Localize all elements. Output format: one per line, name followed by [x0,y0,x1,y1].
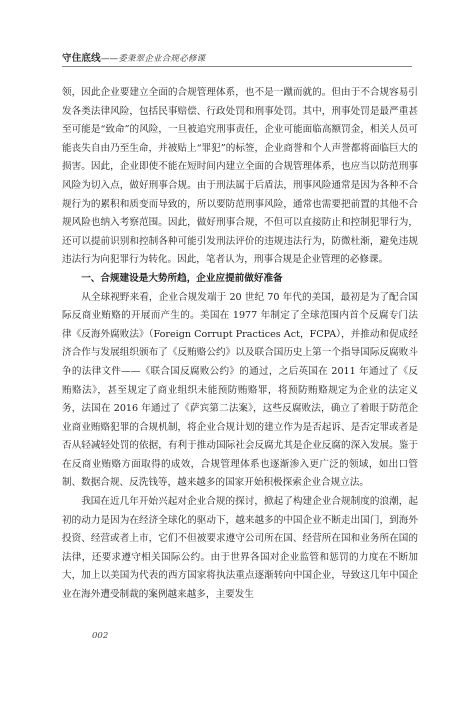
header-rule [62,66,412,67]
section-heading: 一、合规建设是大势所趋，企业应提前做好准备 [81,272,283,284]
book-subtitle: ——委秉翠企业合规必修课 [100,54,206,64]
book-title: 守住底线 [62,53,101,64]
body-text [62,84,418,605]
running-header [62,50,205,64]
paragraph: 领，因此企业要建立全面的合规管理体系，也不是一蹴而就的。但由于不合规容易引发各类法律风险，包括民事赔偿、行政处罚和刑事处罚。其中，刑事处罚是最严重甚至可能是“致命”的风险，一旦被追究刑事责任，企业可能面临高额罚金，相关人员可能丧失自由乃至生命，并被贴上“罪犯”的标签，企业商誉和个人声誉都将面临巨大的损害。因此，企业即使不能在短时间内建立全面的合规管理体系，也应当以防范刑事风险为切入点，做好刑事合规。由于刑法属于后盾法，刑事风险通常是因为各种不合规行为的累积和质变而导致的，所以要防范刑事风险，通常也需要把前置的其他不合规风险也纳入考察范围。因此，做好刑事合规，不但可以直接防止和控制犯罪行为，还可以提前识别和控制各种可能引发刑法评价的违规违法行为，防微杜渐，避免违规违法行为向犯罪行为转化。因此，笔者认为，刑事合规是企业管理的必修课。 [62,87,418,266]
paragraph: 从全球视野来看，企业合规发端于 20 世纪 70 年代的美国，最初是为了配合国际反商业贿赂的开展而产生的。美国在 1977 年制定了全球范围内首个反腐专门法律《反海外腐败法》（Foreign Corrupt Practices Act，FCPA），并推动和促成经济合作与发展组织颁布了《反贿赂公约》以及联合国历史上第一个指导国际反腐败斗争的法律文件——《联合国反腐败公约》的通过，之后英国在 2011 年通过了《反贿赂法》，甚至规定了商业组织未能预防贿赂罪，将预防贿赂规定为企业的法定义务，法国在 2016 年通过了《萨宾第二法案》，这些反腐败法，确立了着眼于防范企业商业贿赂犯罪的合规机制，将企业合规计划的建立作为是否起诉、是否定罪或者是否从轻减轻处罚的依据，有利于推动国际社会反腐尤其是企业反腐的深入发展。鉴于在反商业贿赂方面取得的成效，合规管理体系也逐渐渗入更广泛的领域，如出口管制、数据合规、反洗钱等，越来越多的国家开始积极探索企业合规立法。 [62,291,418,489]
paragraph: 我国在近几年开始兴起对企业合规的探讨，掀起了构建企业合规制度的浪潮，起初的动力是因为在经济全球化的驱动下，越来越多的中国企业不断走出国门，到海外投资、经营或者上市，它们不但被要求遵守公司所在国、经营所在国和业务所在国的法律，还要求遵守相关国际公约。由于世界各国对企业监管和惩罚的力度在不断加大，加上以美国为代表的西方国家将执法重点逐渐转向中国企业，导致这几年中国企业在海外遭受制裁的案例越来越多，主要发生 [62,496,418,601]
page-number: 002 [92,631,109,641]
